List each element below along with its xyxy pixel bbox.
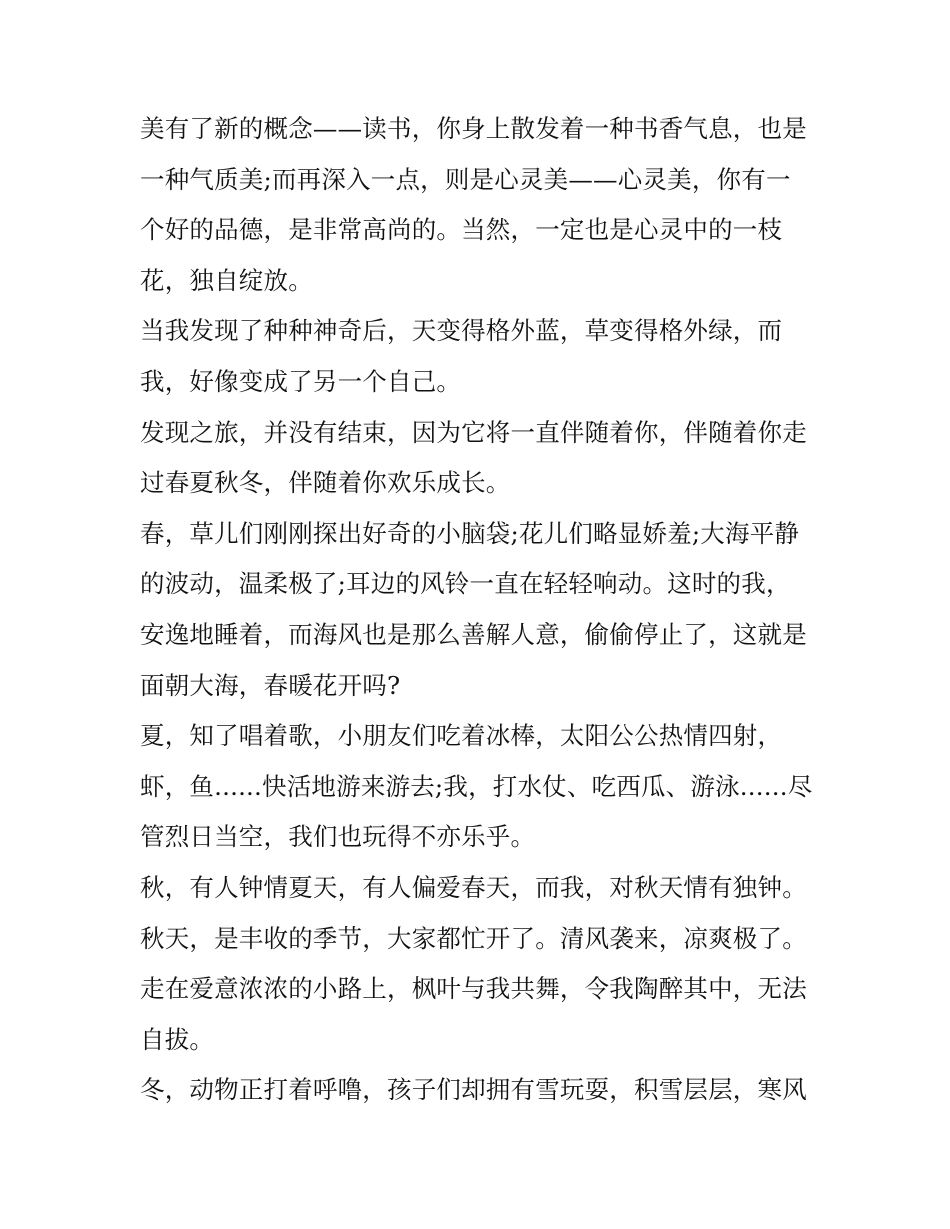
text-line: 夏，知了唱着歌，小朋友们吃着冰棒，太阳公公热情四射， <box>140 721 783 751</box>
text-line: 冬，动物正打着呼噜，孩子们却拥有雪玩耍，积雪层层，寒风 <box>140 1075 807 1105</box>
text-line: 秋，有人钟情夏天，有人偏爱春天，而我，对秋天情有独钟。 <box>140 872 807 902</box>
text-line: 当我发现了种种神奇后，天变得格外蓝，草变得格外绿，而 <box>140 316 783 346</box>
text-line: 走在爱意浓浓的小路上，枫叶与我共舞，令我陶醉其中，无法 <box>140 974 807 1004</box>
text-line: 美有了新的概念——读书，你身上散发着一种书香气息，也是 <box>140 114 807 143</box>
text-line: 发现之旅，并没有结束，因为它将一直伴随着你，伴随着你走 <box>140 417 807 447</box>
body-text <box>140 104 812 1116</box>
text-line: 管烈日当空，我们也玩得不亦乐乎。 <box>140 822 536 852</box>
text-line: 花，独自绽放。 <box>140 265 313 295</box>
text-line: 面朝大海，春暖花开吗? <box>140 670 401 700</box>
text-line: 我，好像变成了另一个自己。 <box>140 366 462 396</box>
text-line: 个好的品德，是非常高尚的。当然，一定也是心灵中的一枝 <box>140 215 783 245</box>
text-line: 安逸地睡着，而海风也是那么善解人意，偷偷停止了，这就是 <box>140 619 807 649</box>
text-line: 的波动，温柔极了;耳边的风铃一直在轻轻响动。这时的我， <box>140 569 791 599</box>
text-line: 秋天，是丰收的季节，大家都忙开了。清风袭来，凉爽极了。 <box>140 923 807 953</box>
text-line: 过春夏秋冬，伴随着你欢乐成长。 <box>140 468 511 498</box>
text-line: 一种气质美;而再深入一点，则是心灵美——心灵美，你有一 <box>140 164 791 194</box>
text-line: 自拔。 <box>140 1024 215 1054</box>
text-line: 虾，鱼......快活地游来游去;我，打水仗、吃西瓜、游泳......尽 <box>140 771 813 801</box>
text-line: 春，草儿们刚刚探出好奇的小脑袋;花儿们略显娇羞;大海平静 <box>140 518 800 548</box>
